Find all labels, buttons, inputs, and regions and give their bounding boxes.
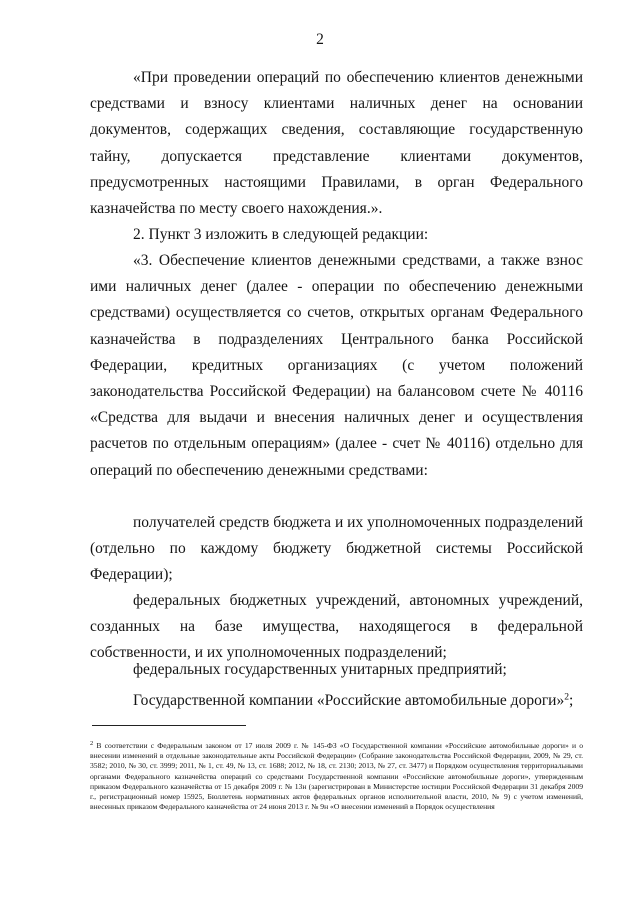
- list-item-budget-recipients: получателей средств бюджета и их уполномоченных подразделений (отдельно по каждому бюджету бюджетной системы Российской Федерации);: [90, 514, 583, 584]
- list-item-federal-enterprises: федеральных государственных унитарных предприятий;: [133, 661, 507, 678]
- paragraph-item-2-heading: 2. Пункт 3 изложить в следующей редакции:: [133, 226, 429, 243]
- footnote-marker: 2: [90, 740, 94, 748]
- paragraph-item-3-text: «3. Обеспечение клиентов денежными средствами, а также взнос ими наличных денег (далее - операции по обеспечению денежными средствами) осуществляется со счетов, открытых органам Федерального казначейства в подразделениях Центрального банка Российской Федерации, кредитных организациях (с учетом положений законодательства Российской Федерации) на балансовом счете № 40116 «Средства для выдачи и внесения наличных денег и осуществления расчетов по отдельным операциям» (далее - счет № 40116) отдельно для операций по обеспечению денежными средствами:: [90, 252, 583, 479]
- state-company-text: Государственной компании «Российские автомобильные дороги»: [133, 692, 565, 709]
- footnote: [90, 741, 583, 812]
- page-number: 2: [316, 31, 324, 48]
- paragraph-state-secret-documents: «При проведении операций по обеспечению клиентов денежными средствами и взносу клиентами наличных денег на основании документов, содержащих сведения, составляющие государственную тайну, допускается представление клиентами документов, предусмотренных настоящими Правилами, в орган Федерального казначейства по месту своего нахождения.».: [90, 69, 583, 218]
- footnote-reference: 2: [564, 691, 570, 703]
- list-item-state-company: [90, 688, 583, 714]
- state-company-semicolon: ;: [569, 692, 574, 709]
- footnote-separator: [92, 725, 246, 726]
- footnote-text: В соответствии с Федеральным законом от 17 июля 2009 г. № 145-ФЗ «О Государственной компании «Российские автомобильные дороги» и о внесении изменений в отдельные законодательные акты Российской Федерации» (Собрание законодательства Российской Федерации, 2009, № 29, ст. 3582; 2010, № 30, ст. 3999; 2011, № 1, ст. 49, № 13, ст. 1688; 2012, № 18, ст. 2130; 2013, № 27, ст. 3477) и Порядком осуществления территориальными органами Федерального казначейства операций со средствами Государственной компании «Российские автомобильные дороги», утвержденным приказом Федерального казначейства от 15 декабря 2009 г. № 13н (зарегистрирован в Министерстве юстиции Российской Федерации 31 декабря 2009 г., регистрационный номер 15925, Бюллетень нормативных актов федеральных органов исполнительной власти, 2010, № 9) с учетом изменений, внесенных приказом Федерального казначейства от 24 июня 2013 г. № 9н «О внесении изменений в Порядок осуществления: [90, 741, 583, 812]
- list-item-federal-institutions: федеральных бюджетных учреждений, автономных учреждений, созданных на базе имущества, находящегося в федеральной собственности, и их уполномоченных подразделений;: [90, 592, 583, 662]
